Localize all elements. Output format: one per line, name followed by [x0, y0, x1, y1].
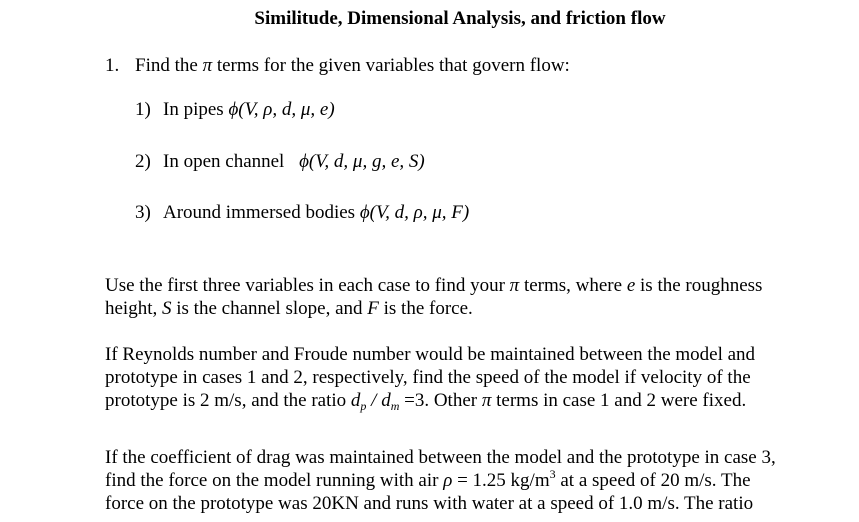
paragraph-reynolds-froude: [105, 343, 815, 412]
case-open-channel: [135, 150, 425, 174]
pi-symbol: π: [509, 275, 520, 296]
case-expression: ϕ(V, d, ρ, μ, F): [359, 202, 470, 223]
paragraph-drag: [105, 446, 815, 515]
question-stem-after: terms for the given variables that govern flow:: [212, 55, 570, 76]
variable-e: e: [626, 275, 636, 296]
paragraph-line: If Reynolds number and Froude number would be maintained between the model and: [105, 344, 756, 365]
variable-d: d: [381, 390, 391, 411]
case-number: 1): [135, 99, 151, 120]
text-run: is the channel slope, and: [171, 298, 368, 319]
paragraph-line: [105, 274, 815, 297]
slash: /: [366, 390, 382, 411]
pi-symbol: π: [202, 55, 213, 76]
pi-symbol: π: [481, 390, 492, 411]
paragraph-line: [105, 297, 815, 320]
paragraph-variables: [105, 274, 815, 320]
text-run: prototype is 2 m/s, and the ratio: [105, 390, 351, 411]
case-number: 3): [135, 202, 151, 223]
text-run: = 1.25 kg/m: [452, 470, 550, 491]
case-pipes: [135, 98, 335, 122]
case-label: In open channel: [163, 151, 290, 172]
rho-symbol: ρ: [443, 470, 453, 491]
case-expression: ϕ(V, d, μ, g, e, S): [299, 151, 425, 172]
variable-F: F: [367, 298, 379, 319]
text-run: terms in case 1 and 2 were fixed.: [491, 390, 747, 411]
subscript-m: m: [390, 399, 400, 413]
case-number: 2): [135, 151, 151, 172]
variable-d: d: [350, 390, 361, 411]
case-immersed-bodies: [135, 201, 469, 225]
question-stem-before: Find the: [135, 55, 203, 76]
text-run: is the roughness: [635, 275, 763, 296]
case-label: Around immersed bodies: [163, 202, 360, 223]
case-label: In pipes: [163, 99, 229, 120]
question-1: [105, 54, 570, 78]
text-run: find the force on the model running with air: [105, 470, 444, 491]
paragraph-line: [105, 469, 815, 492]
question-number: 1.: [105, 55, 120, 76]
variable-S: S: [162, 298, 172, 319]
document-title: Similitude, Dimensional Analysis, and friction flow: [254, 8, 666, 29]
paragraph-line: force on the prototype was 20KN and runs with water at a speed of 1.0 m/s. The ratio: [105, 493, 754, 514]
superscript-3: 3: [549, 467, 556, 481]
text-run: at a speed of 20 m/s. The: [555, 470, 751, 491]
paragraph-line: prototype in cases 1 and 2, respectively, find the speed of the model if velocity of the: [105, 367, 751, 388]
case-expression: ϕ(V, ρ, d, μ, e): [228, 99, 335, 120]
subscript-p: p: [360, 399, 367, 413]
text-run: Use the first three variables in each case to find your: [105, 275, 510, 296]
paragraph-line: [105, 389, 815, 412]
text-run: is the force.: [378, 298, 473, 319]
text-run: =3. Other: [399, 390, 482, 411]
text-run: terms, where: [519, 275, 627, 296]
text-run: height,: [105, 298, 162, 319]
paragraph-line: If the coefficient of drag was maintained between the model and the prototype in case 3,: [105, 447, 776, 468]
